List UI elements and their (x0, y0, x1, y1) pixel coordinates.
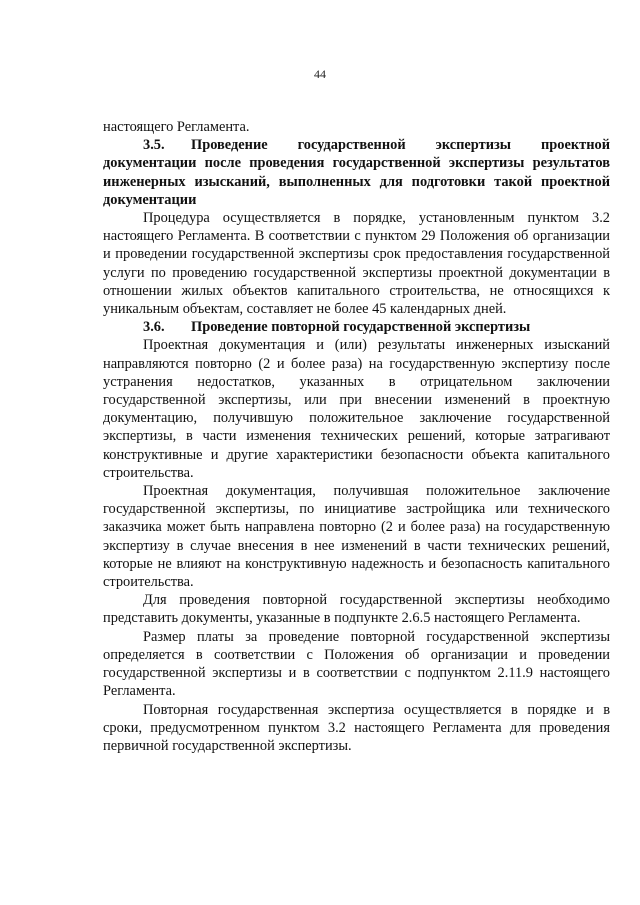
intro-line: настоящего Регламента. (103, 119, 250, 135)
section-3-5-title: Проведение государственной экспертизы проектной документации после проведения государственной экспертизы результатов инженерных изысканий, выполненных для подготовки такой проектной документации (103, 137, 610, 208)
section-3-5-number: 3.5. (143, 137, 165, 154)
section-3-6-paragraph-5: Повторная государственная экспертиза осуществляется в порядке и в сроки, предусмотренном пунктом 3.2 настоящего Регламента для проведения первичной государственной экспертизы. (103, 701, 610, 754)
section-3-6-number: 3.6. (143, 319, 165, 336)
section-3-6-paragraph-2: Проектная документация, получившая положительное заключение государственной экспертизы, по инициативе застройщика или технического заказчика может быть направлена повторно (2 и более раза) на государственную экспертизу в случае внесения в нее изменений в части технических решений, которые не влияют на конструктивную надежность и безопасность капитального строительства. (103, 483, 610, 591)
section-3-6-title: Проведение повторной государственной экспертизы (191, 319, 531, 336)
section-3-6-heading (103, 318, 610, 336)
section-3-6-paragraph-3: Для проведения повторной государственной экспертизы необходимо представить документы, указанные в подпункте 2.6.5 настоящего Регламента. (103, 592, 610, 627)
section-3-5-paragraph: Процедура осуществляется в порядке, установленным пунктом 3.2 настоящего Регламента. В соответствии с пунктом 29 Положения об организации и проведении государственной экспертизы срок предоставления государственной услуги по проведению государственной экспертизы проектной документации в отношении жилых объектов капитального строительства, не относящихся к уникальным объектам, составляет не более 45 календарных дней. (103, 210, 610, 318)
section-3-5-heading (103, 136, 610, 209)
section-3-6-paragraph-1: Проектная документация и (или) результаты инженерных изысканий направляются повторно (2 и более раза) на государственную экспертизу после устранения недостатков, указанных в отрицательном заключении государственной экспертизы, или при внесении изменений в проектную документацию, получившую положительное заключение государственной экспертизы, в части изменения технических решений, которые затрагивают конструктивные и другие характеристики безопасности объекта капитального строительства. (103, 337, 610, 481)
section-3-6-paragraph-4: Размер платы за проведение повторной государственной экспертизы определяется в соответствии с Положения об организации и проведении государственной экспертизы и в соответствии с подпунктом 2.11.9 настоящего Регламента. (103, 628, 610, 700)
document-body (103, 118, 610, 755)
page-number: 44 (314, 67, 326, 81)
